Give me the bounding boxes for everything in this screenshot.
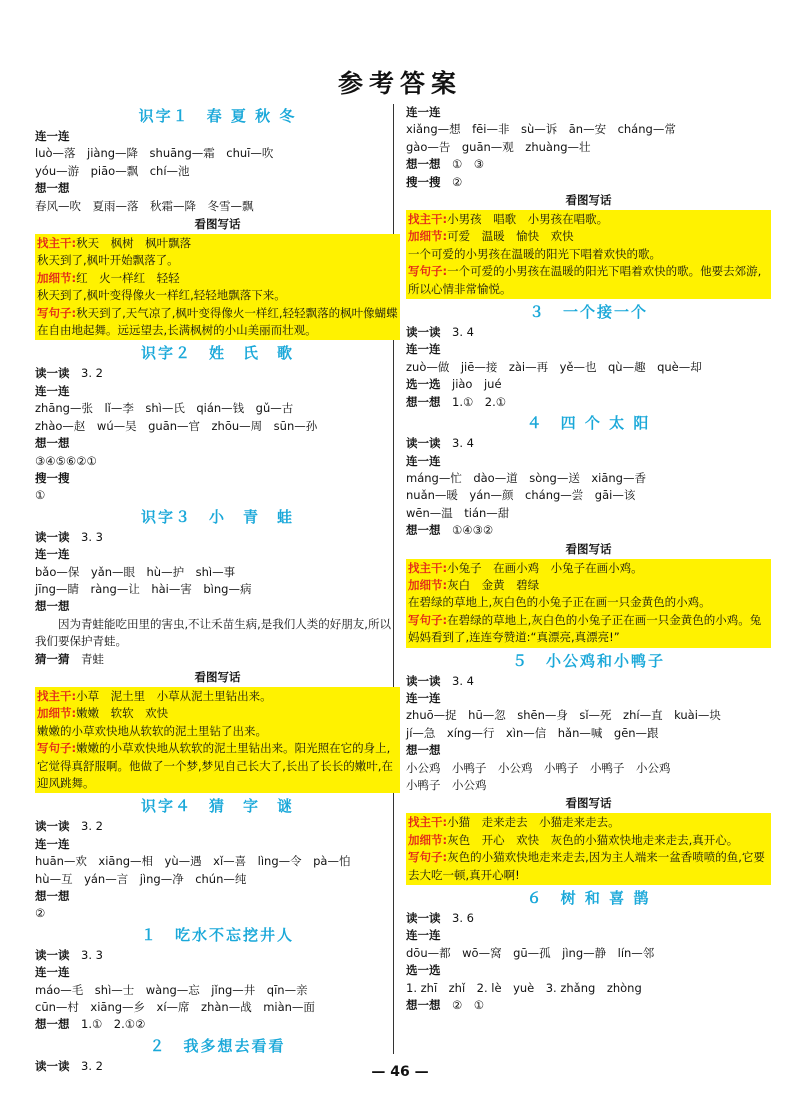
left-column: [35, 104, 400, 1075]
label-red: 写句子:: [37, 741, 77, 756]
label: 读一读: [406, 673, 441, 688]
answer-value: 3. 3: [81, 947, 103, 962]
label: 连一连: [406, 342, 441, 357]
section-heading: ６ 树 和 喜 鹊: [526, 889, 651, 908]
label-red: 找主干:: [37, 236, 77, 251]
answer-paragraph: 因为青蛙能吃田里的害虫,不让禾苗生病,是我们人类的好朋友,所以我们要保护青蛙。: [35, 616, 391, 649]
label: 连一连: [35, 547, 70, 562]
label: 读一读: [406, 436, 441, 451]
answer-text: 秋天 枫树 枫叶飘落: [76, 236, 192, 251]
answer-line: zhuō—捉 hū—忽 shēn—身 sǐ—死 zhí—直 kuài—块: [406, 708, 721, 723]
answer-text: 在碧绿的草地上,灰白色的小兔子正在画一只金黄色的小鸡。兔妈妈看到了,连连夸赞道:“真漂亮,真漂亮!”: [408, 612, 762, 645]
label-red: 加细节:: [408, 577, 448, 592]
label: 连一连: [406, 453, 441, 468]
label: 读一读: [35, 529, 70, 544]
label: 连一连: [406, 690, 441, 705]
section-heading: １ 吃水不忘挖井人: [140, 925, 294, 944]
answer-value: 1.① 2.①: [452, 394, 507, 409]
answer-line: nuǎn—暖 yán—颜 cháng—尝 gāi—该: [406, 488, 636, 503]
answer-line: bǎo—保 yǎn—眼 hù—护 shì—事: [35, 564, 236, 579]
answer-line: gào—告 guān—观 zhuàng—壮: [406, 139, 591, 154]
label-red: 加细节:: [37, 706, 77, 721]
answer-line: luò—落 jiàng—降 shuāng—霜 chuī—吹: [35, 146, 274, 161]
answer-line: wēn—温 tián—甜: [406, 505, 510, 520]
answer-line: zhāng—张 lǐ—李 shì—氏 qián—钱 gǔ—古: [35, 401, 294, 416]
answer-value: 1.① 2.①②: [81, 1017, 146, 1032]
label: 读一读: [35, 947, 70, 962]
label-red: 写句子:: [408, 850, 448, 865]
section-heading: 识字１ 春 夏 秋 冬: [138, 107, 297, 125]
answer-line: huān—欢 xiāng—相 yù—遇 xǐ—喜 lìng—令 pà—怕: [35, 854, 351, 869]
answer-text: 灰色的小猫欢快地走来走去,因为主人端来一盆香喷喷的鱼,它要去大吃一顿,真开心啊!: [408, 850, 765, 882]
answer-text: 嫩嫩的小草欢快地从软软的泥土里钻了出来。: [37, 723, 267, 738]
label: 选一选: [406, 963, 441, 978]
answer-value: 3. 6: [452, 911, 474, 926]
section-heading: ３ 一个接一个: [528, 303, 648, 322]
label-red: 写句子:: [408, 612, 448, 627]
highlight-box: [406, 559, 771, 648]
label: 连一连: [406, 928, 441, 943]
label: 想一想: [35, 181, 70, 196]
label: 搜一搜: [406, 174, 441, 189]
answer-value: ②: [452, 174, 463, 189]
label-red: 加细节:: [408, 229, 448, 244]
page-number: — 46 —: [371, 1064, 429, 1080]
section-heading: ４ 四 个 太 阳: [526, 414, 651, 433]
label: 连一连: [35, 965, 70, 980]
label: 想一想: [406, 157, 441, 172]
answer-line: máo—毛 shì—士 wàng—忘 jǐng—井 qīn—亲: [35, 982, 308, 997]
page-title: 参考答案: [337, 69, 462, 98]
label: 读一读: [406, 911, 441, 926]
label-red: 找主干:: [408, 815, 448, 830]
answer-text: 一个可爱的小男孩在温暖的阳光下唱着欢快的歌。: [408, 246, 661, 261]
answer-value: ① ③: [452, 157, 485, 172]
answer-line: 小公鸡 小鸭子 小公鸡 小鸭子 小鸭子 小公鸡: [406, 760, 671, 775]
answer-text: 一个可爱的小男孩在温暖的阳光下唱着欢快的歌。他要去郊游,所以心情非常愉悦。: [408, 264, 762, 296]
answer-text: 可爱 温暖 愉快 欢快: [447, 229, 574, 244]
sub-heading: 看图写话: [194, 217, 241, 232]
section-heading: 识字４ 猜 字 谜: [140, 797, 294, 816]
answer-line: 1. zhī zhǐ 2. lè yuè 3. zhǎng zhòng: [406, 980, 642, 995]
label-red: 写句子:: [37, 305, 77, 320]
label: 想一想: [35, 436, 70, 451]
answer-line: máng—忙 dào—道 sòng—送 xiāng—香: [406, 470, 646, 485]
highlight-box: [35, 687, 400, 793]
label: 连一连: [35, 129, 70, 143]
answer-line: dōu—都 wō—窝 gū—孤 jìng—静 lín—邻: [406, 945, 655, 960]
label: 想一想: [35, 1017, 70, 1032]
answer-text: 小草 泥土里 小草从泥土里钻出来。: [76, 688, 272, 703]
answer-text: 小猫 走来走去 小猫走来走去。: [447, 815, 620, 830]
answer-line: zhào—赵 wú—吴 guān—官 zhōu—周 sūn—孙: [35, 418, 318, 433]
label: 选一选: [406, 377, 441, 392]
label: 想一想: [406, 394, 441, 409]
label: 连一连: [35, 383, 70, 398]
section-heading: ５ 小公鸡和小鸭子: [511, 651, 665, 670]
answer-value: 3. 4: [452, 325, 474, 340]
answer-text: 嫩嫩 软软 欢快: [76, 706, 169, 721]
answer-value: 3. 4: [452, 436, 474, 451]
sub-heading: 看图写话: [194, 669, 241, 684]
label-red: 找主干:: [408, 212, 448, 227]
answer-value: 青蛙: [81, 651, 104, 666]
label: 搜一搜: [35, 470, 70, 485]
answer-text: 小兔子 在画小鸡 小兔子在画小鸡。: [447, 560, 643, 575]
answer-value: jiào jué: [452, 377, 502, 392]
sub-heading: 看图写话: [565, 193, 612, 208]
section-heading: 识字３ 小 青 蛙: [140, 507, 294, 526]
answer-value: 3. 4: [452, 673, 474, 688]
answer-text: 秋天到了,天气凉了,枫叶变得像火一样红,轻轻飘落的枫叶像蝴蝶在自由地起舞。远远望去,长满枫树的小山美丽而壮观。: [37, 305, 398, 338]
label: 想一想: [406, 998, 441, 1013]
answer-value: ①: [35, 488, 46, 503]
answer-value: 3. 2: [81, 1058, 103, 1073]
label: 读一读: [35, 366, 70, 381]
highlight-box: [406, 210, 771, 299]
label: 猜一猜: [35, 651, 70, 666]
answer-value: ② ①: [452, 998, 485, 1013]
answer-text: 灰色 开心 欢快 灰色的小猫欢快地走来走去,真开心。: [447, 832, 739, 847]
answer-line: xiǎng—想 fēi—非 sù—诉 ān—安 cháng—常: [406, 122, 676, 137]
section-heading: 识字２ 姓 氏 歌: [140, 344, 294, 363]
answer-value: 3. 2: [81, 819, 103, 834]
label-red: 加细节:: [37, 270, 77, 285]
section-heading: ２ 我多想去看看: [149, 1036, 286, 1055]
answer-line: 小鸭子 小公鸡: [406, 778, 487, 792]
label-red: 写句子:: [408, 264, 448, 279]
label: 想一想: [35, 889, 70, 904]
label: 读一读: [406, 325, 441, 340]
sub-heading: 看图写话: [565, 796, 612, 811]
answer-value: 3. 3: [81, 529, 103, 544]
answer-line: cūn—村 xiāng—乡 xí—席 zhàn—战 miàn—面: [35, 1000, 315, 1015]
label: 连一连: [35, 836, 70, 851]
answer-text: 红 火一样红 轻轻: [76, 270, 180, 285]
label: 连一连: [406, 105, 441, 119]
highlight-box: [406, 813, 771, 885]
label-red: 加细节:: [408, 832, 448, 847]
answer-text: 秋天到了,枫叶开始飘落了。: [37, 253, 179, 268]
answer-line: jīng—睛 ràng—让 hài—害 bìng—病: [35, 581, 252, 596]
answer-text: 在碧绿的草地上,灰白色的小兔子正在画一只金黄色的小鸡。: [408, 595, 711, 610]
label: 想一想: [35, 599, 70, 614]
answer-value: 3. 2: [81, 366, 103, 381]
label-red: 找主干:: [408, 560, 448, 575]
answer-value: ②: [35, 906, 46, 921]
answer-line: hù—互 yán—言 jìng—净 chún—纯: [35, 871, 247, 886]
answer-line: zuò—做 jiē—接 zài—再 yě—也 qù—趣 què—却: [406, 359, 702, 374]
answer-value: ③④⑤⑥②①: [35, 453, 97, 468]
answer-value: ①④③②: [452, 523, 494, 538]
answer-line: yóu—游 piāo—飘 chí—池: [35, 163, 190, 178]
label-red: 找主干:: [37, 688, 77, 703]
right-column: [406, 104, 771, 1014]
label: 想一想: [406, 743, 441, 758]
answer-text: 小男孩 唱歌 小男孩在唱歌。: [447, 212, 609, 227]
answer-line: 春风—吹 夏雨—落 秋霜—降 冬雪—飘: [35, 198, 254, 213]
sub-heading: 看图写话: [565, 541, 612, 556]
answer-text: 灰白 金黄 碧绿: [447, 577, 540, 592]
highlight-box: [35, 234, 400, 340]
answer-text: 秋天到了,枫叶变得像火一样红,轻轻地飘落下来。: [37, 288, 286, 303]
label: 想一想: [406, 523, 441, 538]
label: 读一读: [35, 819, 70, 834]
answer-line: jí—急 xíng—行 xìn—信 hǎn—喊 gēn—跟: [406, 725, 659, 740]
answer-text: 嫩嫩的小草欢快地从软软的泥土里钻出来。阳光照在它的身上,它觉得真舒服啊。他做了一个梦,梦见自己长大了,长出了长长的嫩叶,在迎风跳舞。: [37, 741, 393, 790]
label: 读一读: [35, 1058, 70, 1073]
